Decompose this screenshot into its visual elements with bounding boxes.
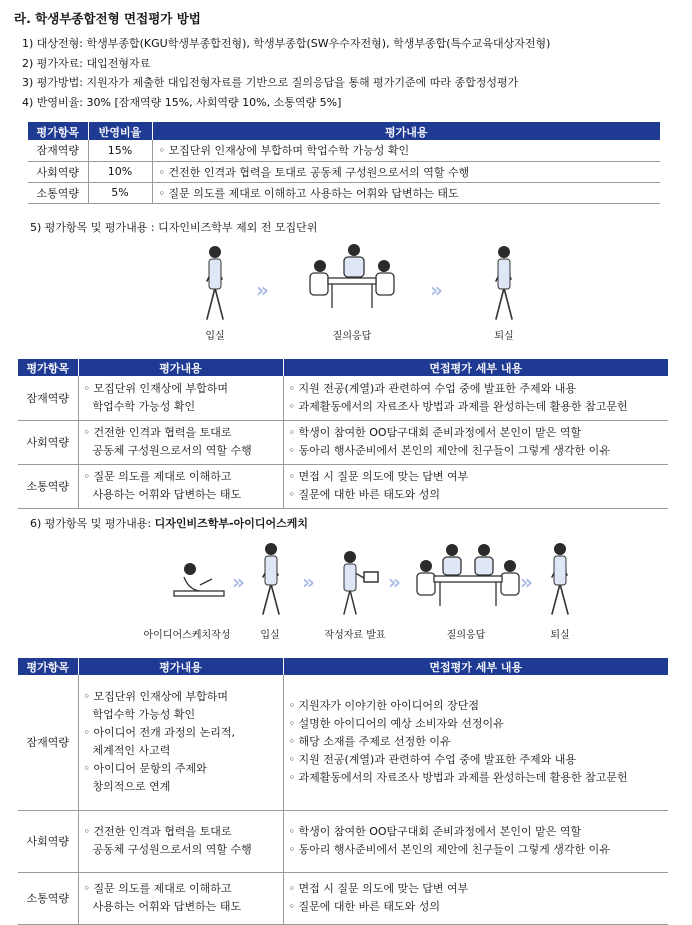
table-row [28, 161, 660, 182]
caption-exit: 퇴실 [550, 630, 570, 641]
row-item: 잠재역량 [28, 140, 88, 161]
row-details: ◦ 면접 시 질문 의도에 맞는 답변 여부 ◦ 질문에 대한 바른 태도와 성의 [283, 872, 668, 924]
presenting-person-icon [330, 548, 386, 618]
section5-heading: 5) 평가항목 및 평가내용 : 디자인비즈학부 제외 전 모집단위 [30, 221, 318, 234]
row-item: 사회역량 [18, 420, 78, 464]
section-title: 라. 학생부종합전형 면접평가 방법 [14, 11, 201, 26]
table-row [18, 810, 668, 872]
interview-table-icon [412, 540, 524, 610]
caption-exit: 퇴실 [494, 331, 514, 342]
interview-table-icon [302, 240, 402, 312]
walking-person-icon [484, 243, 524, 325]
row-content: ◦ 건전한 인격과 협력을 토대로 공동체 구성원으로서의 역할 수행 [78, 810, 283, 872]
method-line-method: 3) 평가방법: 지원자가 제출한 대입전형자료를 기반으로 질의응답을 통해 평가기준에 따라 종합정성평가 [22, 76, 519, 89]
row-details: ◦ 학생이 참여한 OO탐구대회 준비과정에서 본인이 맡은 역할 ◦ 동아리 행사준비에서 본인의 제안에 친구들이 그렇게 생각한 이유 [283, 420, 668, 464]
row-content: ◦ 모집단위 인재상에 부합하며 학업수학 가능성 확인 ◦ 아이디어 전개 과정의 논리적, 체계적인 사고력 ◦ 아이디어 문항의 주제와 창의적으로 연계 [78, 675, 283, 810]
method-line-material: 2) 평가자료: 대입전형자료 [22, 56, 151, 70]
row-item: 소통역량 [18, 464, 78, 508]
walking-person-icon [542, 540, 578, 620]
table-row [18, 675, 668, 810]
table-row [28, 140, 660, 161]
row-item: 잠재역량 [18, 376, 78, 420]
flow-arrow-icon: » [430, 278, 437, 302]
row-item: 사회역량 [18, 810, 78, 872]
evaluation-table [18, 359, 668, 509]
flow-arrow-icon: » [256, 278, 263, 302]
flow-arrow-icon: » [232, 570, 239, 594]
table-row [18, 464, 668, 508]
flow-arrow-icon: » [302, 570, 309, 594]
row-ratio: 5% [88, 182, 152, 203]
row-details: ◦ 면접 시 질문 의도에 맞는 답변 여부 ◦ 질문에 대한 바른 태도와 성의 [283, 464, 668, 508]
caption-enter: 입실 [205, 331, 225, 342]
header-item: 평가항목 [18, 359, 78, 376]
header-item: 평가항목 [18, 658, 78, 675]
walking-person-icon [253, 540, 289, 620]
caption-present: 작성자료 발표 [324, 630, 386, 641]
caption-enter: 입실 [260, 630, 280, 641]
row-content: ◦ 건전한 인격과 협력을 토대로 공동체 구성원으로서의 역할 수행 [78, 420, 283, 464]
header-details: 면접평가 세부 내용 [283, 658, 668, 675]
method-line-ratio: 4) 반영비율: 30% [잠재역량 15%, 사회역량 10%, 소통역량 5%] [22, 95, 342, 109]
row-details: ◦ 지원자가 이야기한 아이디어의 장단점 ◦ 설명한 아이디어의 예상 소비자와 선정이유 ◦ 해당 소재를 주제로 선정한 이유 ◦ 지원 전공(계열)과 관련하여 수업 중에 발표한 주제와 내용 ◦ 과제활동에서의 자료조사 방법과 과제를 완성하는데 활용한 참고문헌 [283, 675, 668, 810]
row-ratio: 10% [88, 161, 152, 182]
row-content: ◦ 모집단위 인재상에 부합하며 학업수학 가능성 확인 [152, 140, 660, 161]
row-content: ◦ 건전한 인격과 협력을 토대로 공동체 구성원으로서의 역할 수행 [152, 161, 660, 182]
caption-qa: 질의응답 [332, 331, 372, 342]
row-details: ◦ 지원 전공(계열)과 관련하여 수업 중에 발표한 주제와 내용 ◦ 과제활동에서의 자료조사 방법과 과제를 완성하는데 활용한 참고문헌 [283, 376, 668, 420]
table-row [28, 182, 660, 203]
summary-table [28, 122, 660, 204]
method-line-target: 1) 대상전형: 학생부종합(KGU학생부종합전형), 학생부종합(SW우수자전형), 학생부종합(특수교육대상자전형) [22, 37, 551, 50]
row-content: ◦ 질문 의도를 제대로 이해하고 사용하는 어휘와 답변하는 태도 [78, 872, 283, 924]
header-item: 평가항목 [28, 123, 88, 141]
design-evaluation-table [18, 658, 668, 925]
header-ratio: 반영비율 [88, 123, 152, 141]
header-details: 면접평가 세부 내용 [283, 359, 668, 376]
row-ratio: 15% [88, 140, 152, 161]
row-content: ◦ 질문 의도를 제대로 이해하고 사용하는 어휘와 답변하는 태도 [78, 464, 283, 508]
method-list [22, 34, 550, 112]
walking-person-icon [195, 243, 235, 325]
row-details: ◦ 학생이 참여한 OO탐구대회 준비과정에서 본인이 맡은 역할 ◦ 동아리 행사준비에서 본인의 제안에 친구들이 그렇게 생각한 이유 [283, 810, 668, 872]
row-item: 소통역량 [18, 872, 78, 924]
header-content: 평가내용 [78, 359, 283, 376]
row-content: ◦ 모집단위 인재상에 부합하며 학업수학 가능성 확인 [78, 376, 283, 420]
table-row [18, 376, 668, 420]
caption-qa: 질의응답 [446, 630, 486, 641]
header-content: 평가내용 [78, 658, 283, 675]
row-content: ◦ 질문 의도를 제대로 이해하고 사용하는 어휘와 답변하는 태도 [152, 182, 660, 203]
table-row [18, 420, 668, 464]
flow-arrow-icon: » [520, 570, 527, 594]
row-item: 잠재역량 [18, 675, 78, 810]
header-content: 평가내용 [152, 123, 660, 141]
sketching-person-icon [170, 555, 228, 605]
section6-heading: 6) 평가항목 및 평가내용: 디자인비즈학부-아이디어스케치 [30, 517, 308, 530]
flow-arrow-icon: » [388, 570, 395, 594]
table-row [18, 872, 668, 924]
caption-sketch: 아이디어스케치작성 [143, 630, 231, 641]
row-item: 사회역량 [28, 161, 88, 182]
row-item: 소통역량 [28, 182, 88, 203]
